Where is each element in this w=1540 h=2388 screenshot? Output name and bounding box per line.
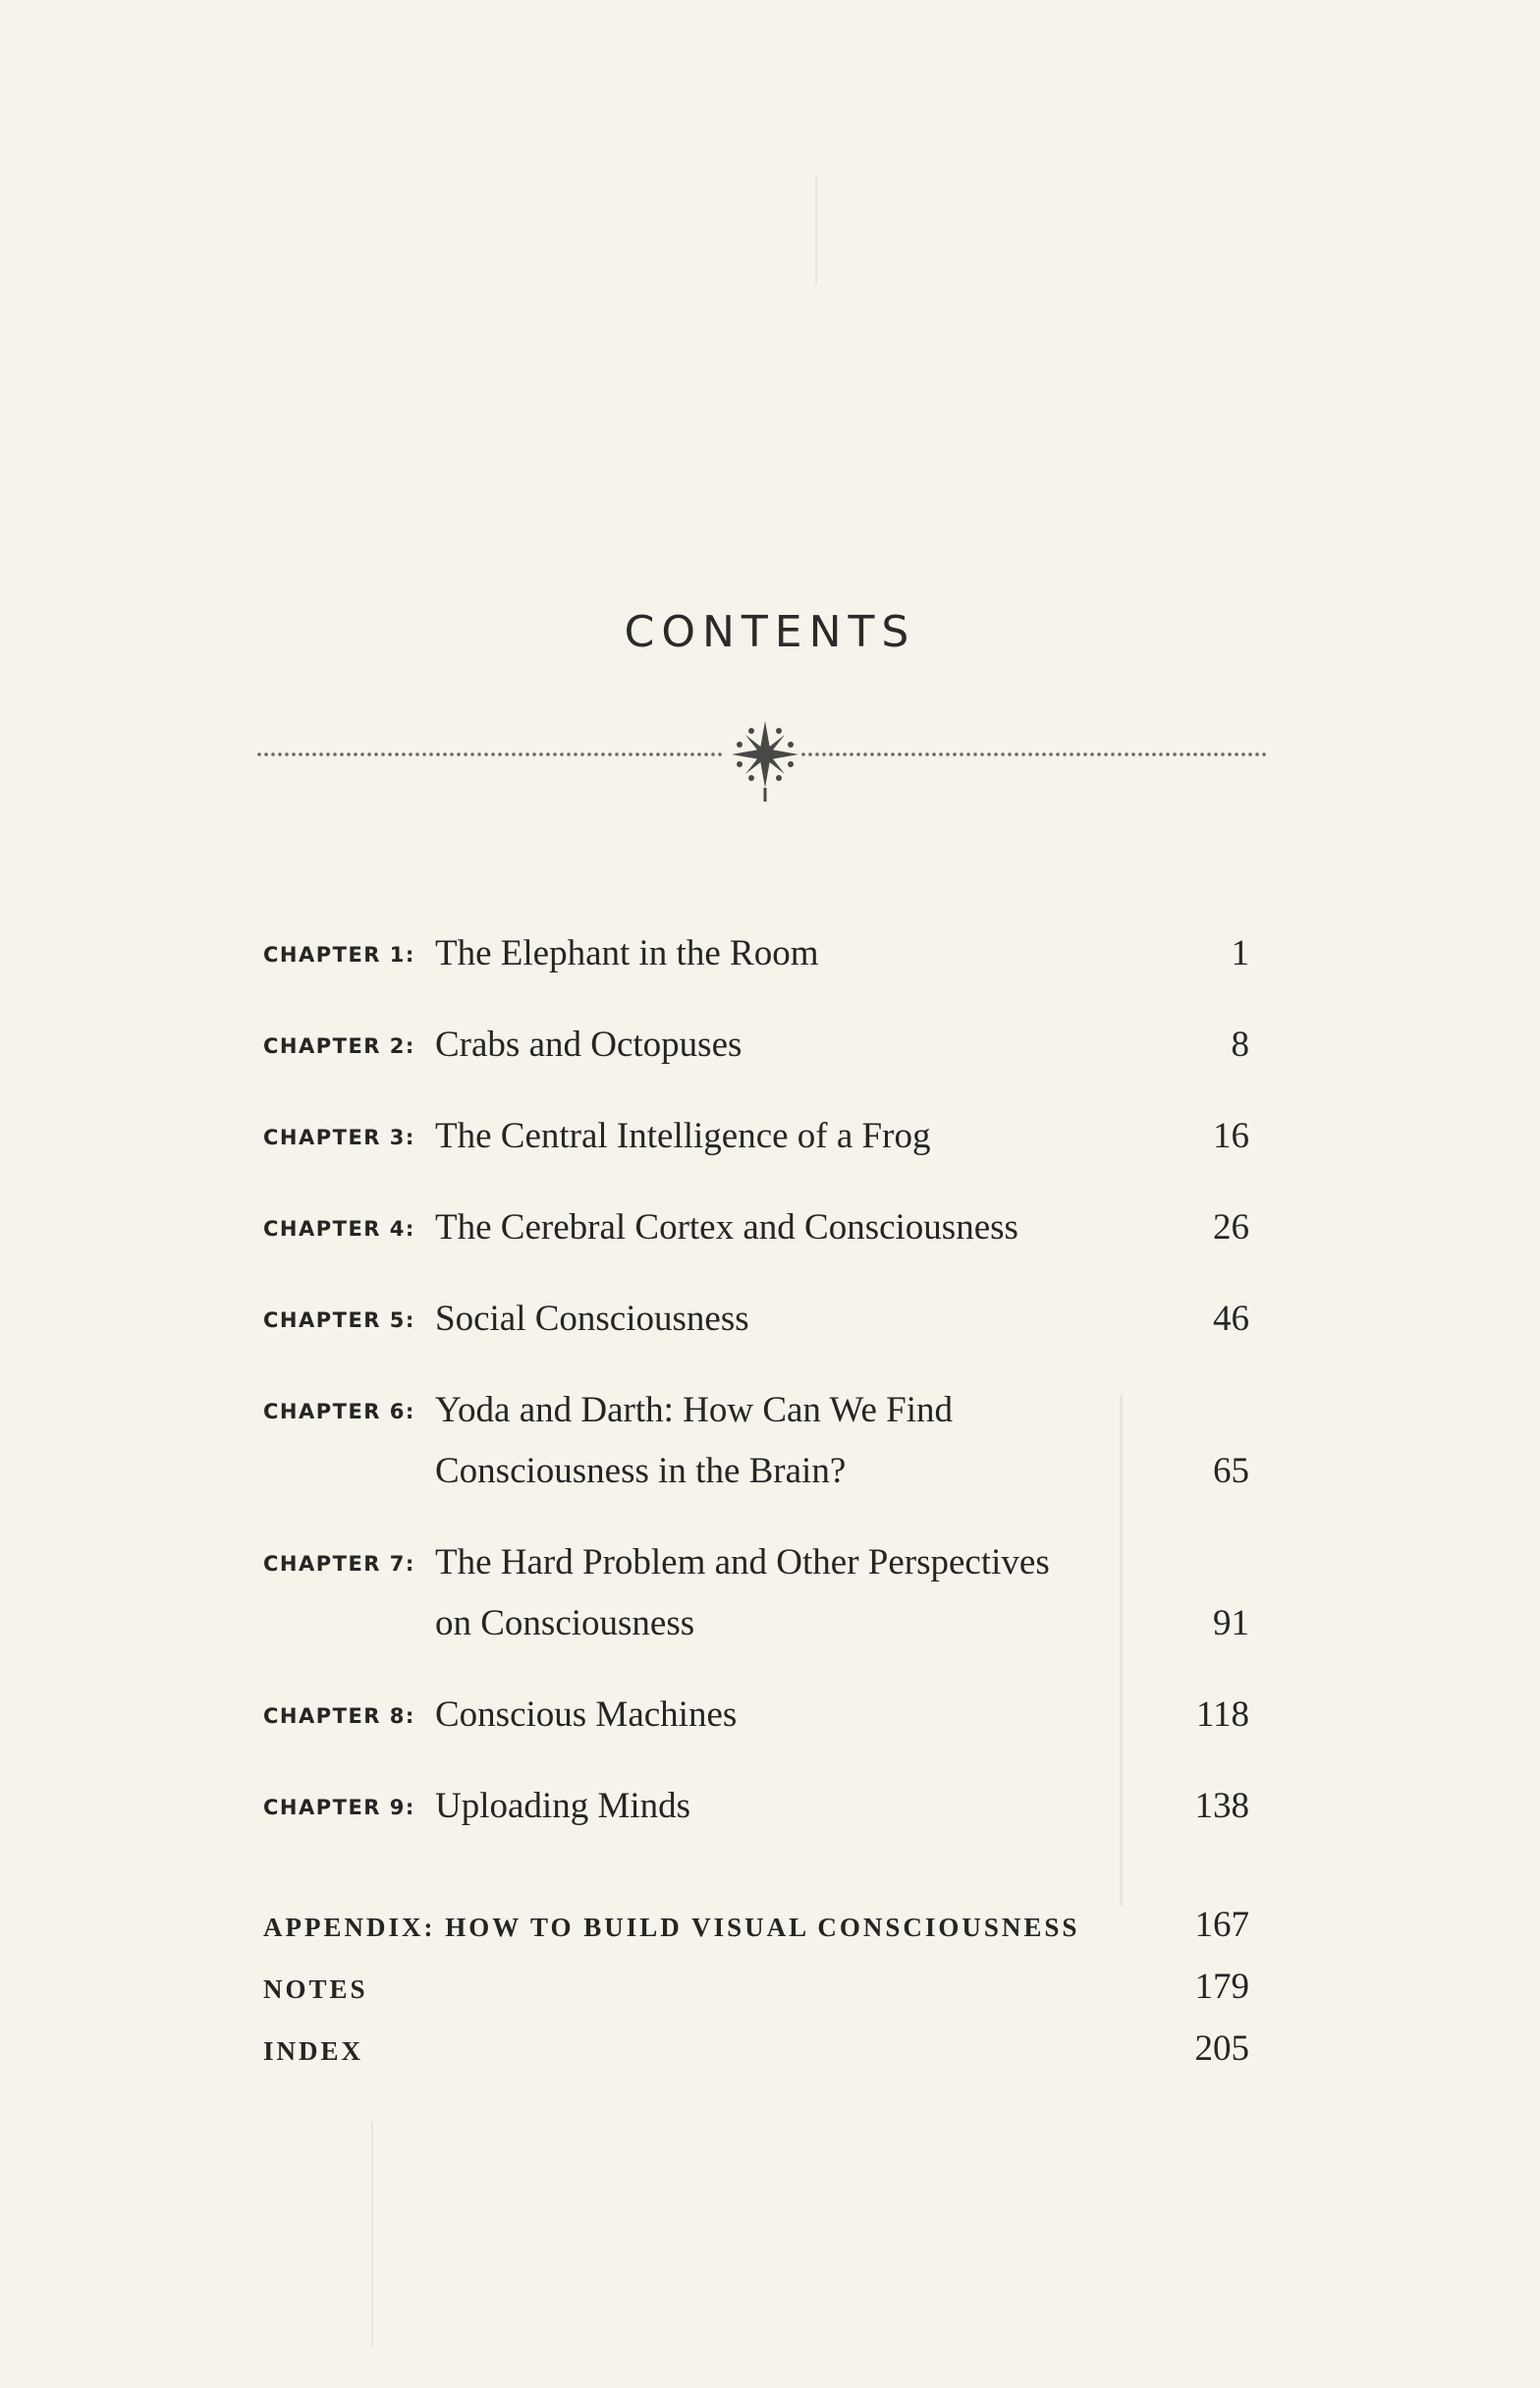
page-number: 138 xyxy=(1194,1786,1249,1826)
page-number: 179 xyxy=(1194,1967,1249,2007)
chapter-label: CHAPTER 7: xyxy=(263,1552,415,1576)
scan-artifact xyxy=(815,177,817,285)
chapter-title xyxy=(435,1532,1161,1654)
chapter-title-line: Uploading Minds xyxy=(435,1786,691,1826)
toc-entry-chapter-7 xyxy=(263,1532,1249,1654)
page-number: 205 xyxy=(1194,2028,1249,2069)
page-number: 65 xyxy=(1213,1451,1249,1491)
scan-artifact xyxy=(371,2122,373,2348)
chapter-label: CHAPTER 5: xyxy=(263,1308,415,1332)
chapter-title-line: The Hard Problem and Other Perspectives xyxy=(435,1542,1050,1583)
toc-entry-chapter-8 xyxy=(263,1685,1249,1746)
star-ornament-icon xyxy=(257,717,1273,805)
chapter-title-line: The Elephant in the Room xyxy=(435,933,819,973)
chapter-title xyxy=(435,1197,1161,1258)
chapter-list xyxy=(263,923,1249,1867)
chapter-title-line: The Cerebral Cortex and Consciousness xyxy=(435,1207,1018,1248)
back-matter-label: APPENDIX: HOW TO BUILD VISUAL CONSCIOUSNESS xyxy=(263,1913,1080,1942)
chapter-label: CHAPTER 6: xyxy=(263,1400,415,1423)
chapter-title-line: on Consciousness xyxy=(435,1603,695,1643)
toc-entry-chapter-1 xyxy=(263,923,1249,984)
chapter-title xyxy=(435,1685,1161,1746)
chapter-label: CHAPTER 2: xyxy=(263,1034,415,1058)
chapter-title-line: Social Consciousness xyxy=(435,1299,749,1339)
back-matter-list xyxy=(263,1904,1249,2089)
toc-entry-back-matter xyxy=(263,1904,1249,1966)
toc-entry-chapter-4 xyxy=(263,1197,1249,1258)
page-number: 8 xyxy=(1231,1025,1249,1065)
chapter-title-line: Crabs and Octopuses xyxy=(435,1025,742,1065)
chapter-label: CHAPTER 4: xyxy=(263,1217,415,1241)
chapter-title-line: Conscious Machines xyxy=(435,1694,738,1735)
chapter-title xyxy=(435,1106,1161,1167)
toc-entry-chapter-5 xyxy=(263,1289,1249,1350)
chapter-title xyxy=(435,1380,1161,1502)
page-number: 118 xyxy=(1195,1694,1249,1735)
page-number: 26 xyxy=(1213,1207,1249,1248)
toc-entry-chapter-2 xyxy=(263,1015,1249,1076)
chapter-title xyxy=(435,923,1161,984)
toc-entry-back-matter xyxy=(263,1966,1249,2027)
chapter-title xyxy=(435,1776,1161,1837)
chapter-title-line: Yoda and Darth: How Can We Find xyxy=(435,1390,953,1430)
back-matter-label: NOTES xyxy=(263,1974,368,2004)
toc-entry-chapter-3 xyxy=(263,1106,1249,1167)
chapter-title xyxy=(435,1289,1161,1350)
page-number: 16 xyxy=(1213,1116,1249,1156)
chapter-label: CHAPTER 1: xyxy=(263,943,415,967)
back-matter-label: INDEX xyxy=(263,2036,364,2066)
chapter-title xyxy=(435,1015,1161,1076)
toc-entry-back-matter xyxy=(263,2027,1249,2089)
toc-entry-chapter-9 xyxy=(263,1776,1249,1837)
toc-entry-chapter-6 xyxy=(263,1380,1249,1502)
chapter-label: CHAPTER 8: xyxy=(263,1704,415,1728)
chapter-label: CHAPTER 3: xyxy=(263,1126,415,1149)
page-number: 167 xyxy=(1194,1905,1249,1945)
page-number: 91 xyxy=(1213,1603,1249,1643)
chapter-title-line: The Central Intelligence of a Frog xyxy=(435,1116,931,1156)
page-title: CONTENTS xyxy=(624,607,916,657)
page-number: 1 xyxy=(1231,933,1249,973)
chapter-title-line: Consciousness in the Brain? xyxy=(435,1451,847,1491)
chapter-label: CHAPTER 9: xyxy=(263,1796,415,1819)
page-number: 46 xyxy=(1213,1299,1249,1339)
